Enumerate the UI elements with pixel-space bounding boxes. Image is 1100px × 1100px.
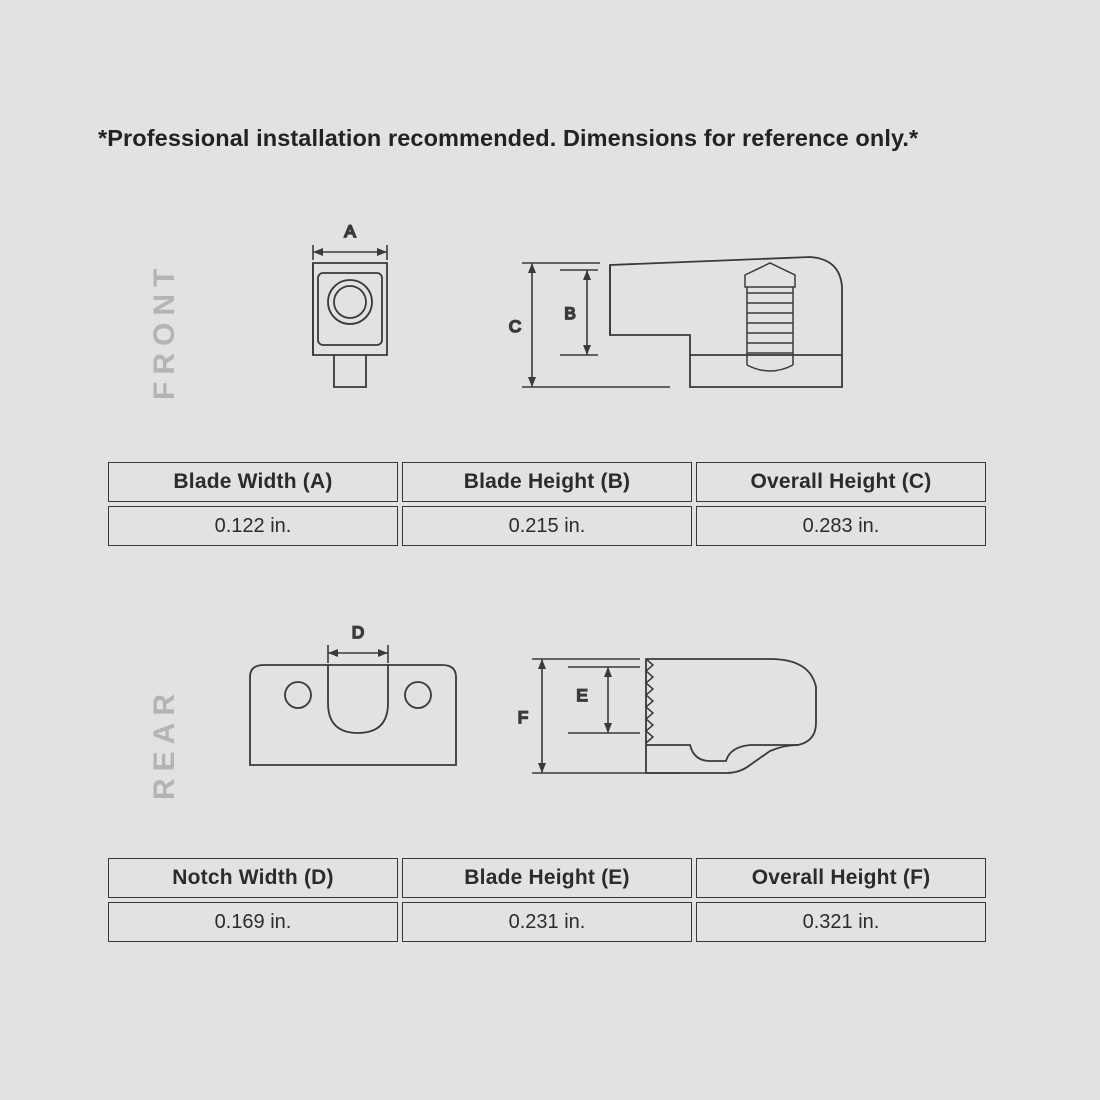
dimension-line-d <box>328 645 388 663</box>
callout-a: A <box>344 222 356 241</box>
table-header-cell: Overall Height (C) <box>696 462 986 502</box>
table-value-cell: 0.231 in. <box>402 902 692 942</box>
table-value-cell: 0.122 in. <box>108 506 398 546</box>
callout-e: E <box>576 686 588 705</box>
table-row <box>108 506 986 546</box>
callout-f: F <box>517 708 529 727</box>
table-header-cell: Overall Height (F) <box>696 858 986 898</box>
table-value-cell: 0.321 in. <box>696 902 986 942</box>
table-value-cell: 0.169 in. <box>108 902 398 942</box>
table-header-cell: Blade Width (A) <box>108 462 398 502</box>
installation-note: *Professional installation recommended. Dimensions for reference only.* <box>98 125 919 151</box>
dimension-line-a <box>313 245 387 260</box>
rear-sight-drawings <box>210 615 970 830</box>
rear-dimensions-table <box>104 854 990 946</box>
table-row <box>108 462 986 502</box>
section-label-front: FRONT <box>148 261 181 400</box>
rear-sight-side-view-drawing <box>646 659 816 773</box>
front-sight-side-view-drawing <box>610 257 842 387</box>
table-value-cell: 0.283 in. <box>696 506 986 546</box>
callout-b: B <box>564 304 576 323</box>
table-row <box>108 858 986 898</box>
table-value-cell: 0.215 in. <box>402 506 692 546</box>
table-row <box>108 902 986 942</box>
callout-d: D <box>351 623 365 642</box>
front-dimensions-table <box>104 458 990 550</box>
table-header-cell: Notch Width (D) <box>108 858 398 898</box>
table-header-cell: Blade Height (B) <box>402 462 692 502</box>
dimension-line-c <box>522 263 670 387</box>
rear-sight-top-view-drawing <box>250 665 456 765</box>
section-label-rear: REAR <box>148 686 181 800</box>
table-header-cell: Blade Height (E) <box>402 858 692 898</box>
front-sight-top-view-drawing <box>313 263 387 387</box>
front-sight-drawings <box>250 215 930 440</box>
callout-c: C <box>508 317 522 336</box>
